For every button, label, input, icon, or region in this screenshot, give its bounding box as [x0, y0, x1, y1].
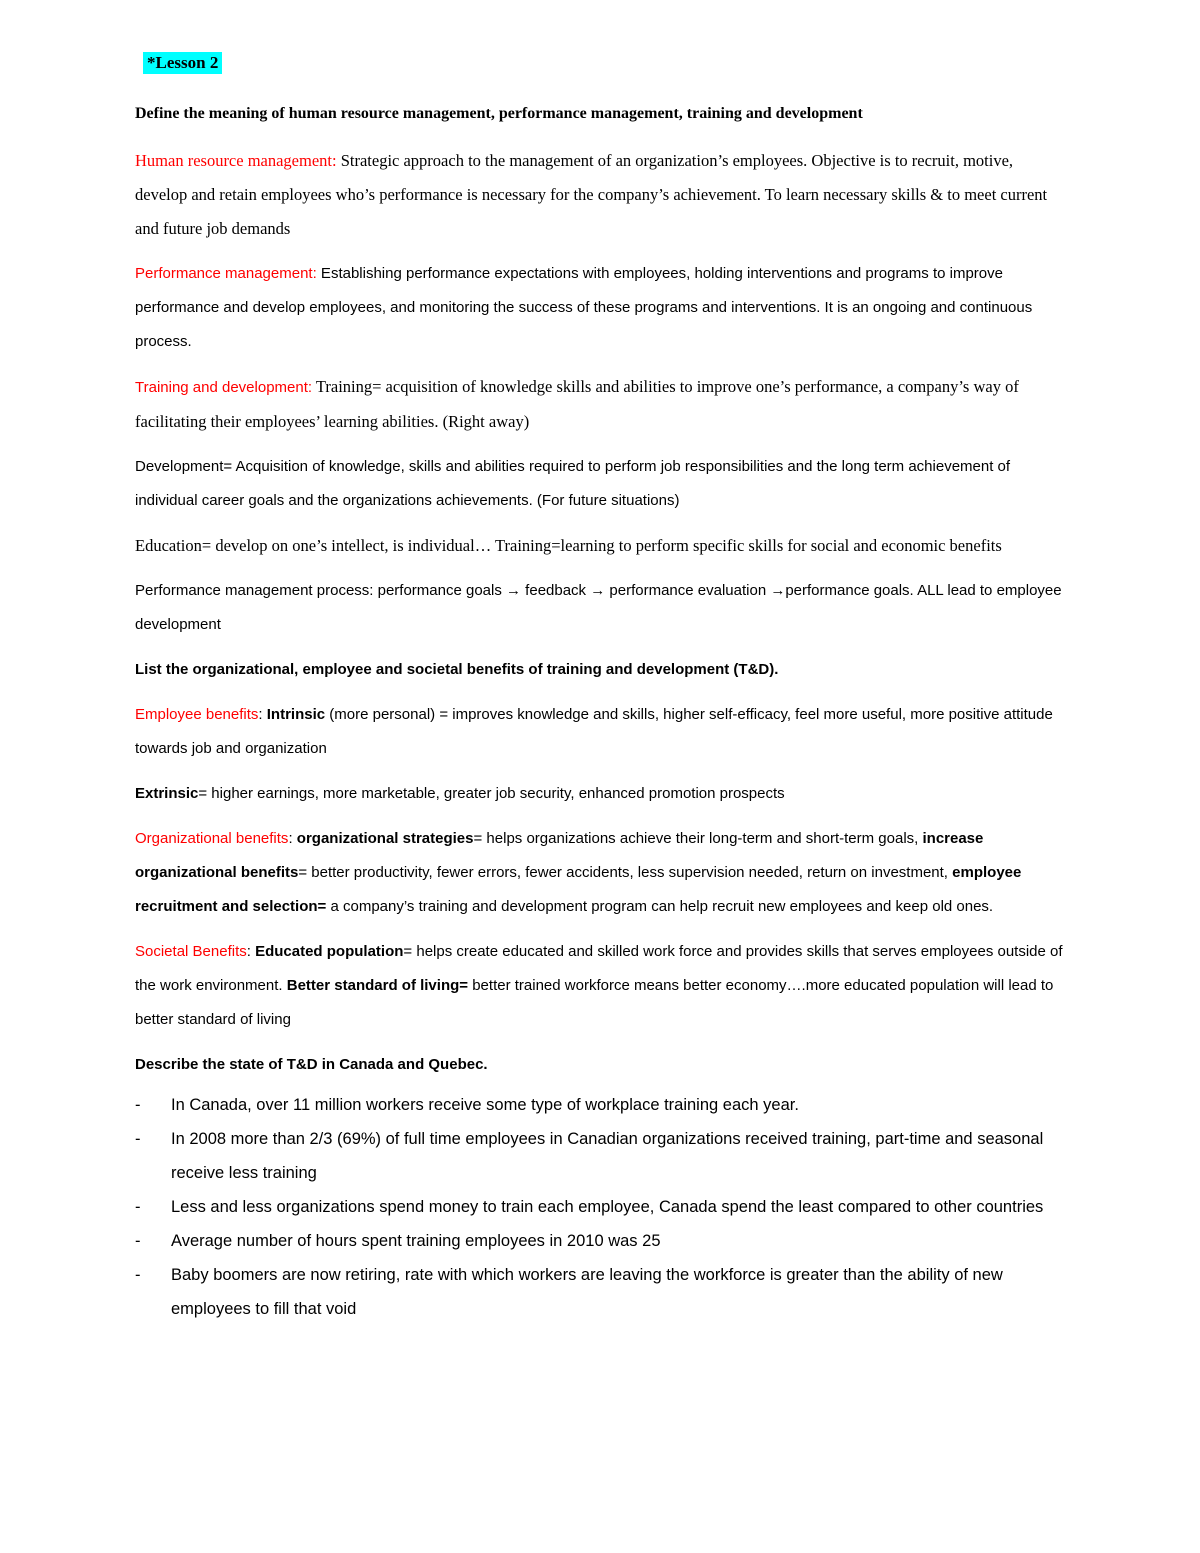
education-paragraph: Education= develop on one’s intellect, is individual… Training=learning to perform specific skills for social and economic benefits: [135, 536, 1002, 555]
question-2-heading: List the organizational, employee and societal benefits of training and development (T&D).: [135, 661, 779, 678]
lesson-header: [135, 52, 1065, 78]
list-item: - In Canada, over 11 million workers receive some type of workplace training each year.: [135, 1088, 1065, 1122]
recruitment-text: a company’s training and development program can help recruit new employees and keep old ones.: [326, 898, 994, 915]
pm-text: Establishing performance expectations with employees, holding interventions and programs to improve performance and develop employees, and monitoring the success of these programs and interventions. It is an ongoing and continuous process.: [135, 265, 1033, 350]
development-paragraph: Development= Acquisition of knowledge, skills and abilities required to perform job responsibilities and the long term achievement of individual career goals and the organizations achievements. (For future situations): [135, 458, 1011, 509]
educated-population-text: = helps create educated and skilled work force and provides skills that serves employees outside of the work environment.: [135, 943, 1063, 994]
pm-term: Performance management:: [135, 265, 317, 282]
question-1-heading: Define the meaning of human resource management, performance management, training and development: [135, 105, 863, 122]
extrinsic-paragraph: [135, 777, 1065, 811]
employee-benefits-paragraph: [135, 698, 1065, 766]
employee-benefits-colon: :: [258, 706, 267, 723]
td-paragraph: [135, 370, 1065, 439]
hrm-paragraph: [135, 144, 1065, 246]
recruitment-label: employee recruitment and selection=: [135, 864, 1022, 915]
list-item: - Baby boomers are now retiring, rate with which workers are leaving the workforce is greater than the ability of new employees to fill that void: [135, 1258, 1065, 1326]
hrm-text: Strategic approach to the management of an organization’s employees. Objective is to recruit, motive, develop and retain employees who’s performance is necessary for the company’s achievement. To learn necessary skills & to meet current and future job demands: [135, 151, 1048, 238]
increase-org-benefits-label: increase organizational benefits: [135, 830, 984, 881]
list-item: - Less and less organizations spend money to train each employee, Canada spend the least compared to other countries: [135, 1190, 1065, 1224]
org-benefits-paragraph: [135, 822, 1065, 924]
org-benefits-term: Organizational benefits: [135, 830, 289, 847]
org-strategies-label: organizational strategies: [296, 830, 474, 847]
org-strategies-text: = helps organizations achieve their long-term and short-term goals,: [473, 830, 923, 847]
org-benefits-colon: :: [288, 830, 297, 847]
list-item: - Average number of hours spent training employees in 2010 was 25: [135, 1224, 1065, 1258]
lesson-label: *Lesson 2: [143, 52, 222, 74]
intrinsic-label: Intrinsic: [266, 706, 326, 723]
question-3-heading: Describe the state of T&D in Canada and Quebec.: [135, 1056, 488, 1073]
increase-org-benefits-text: = better productivity, fewer errors, fewer accidents, less supervision needed, return on investment,: [298, 864, 953, 881]
canada-list: [135, 1088, 1065, 1326]
document-page: [135, 52, 1065, 1326]
td-term: Training and development:: [135, 379, 313, 396]
list-item: - In 2008 more than 2/3 (69%) of full time employees in Canadian organizations received training, part-time and seasonal receive less training: [135, 1122, 1065, 1190]
intrinsic-text: (more personal) = improves knowledge and skills, higher self-efficacy, feel more useful, more positive attitude towards job and organization: [135, 706, 1053, 757]
extrinsic-text: = higher earnings, more marketable, greater job security, enhanced promotion prospects: [198, 785, 785, 802]
societal-benefits-colon: :: [246, 943, 256, 960]
societal-benefits-paragraph: [135, 935, 1065, 1037]
pm-paragraph: [135, 257, 1065, 359]
extrinsic-label: Extrinsic: [135, 785, 199, 802]
societal-benefits-term: Societal Benefits: [135, 943, 247, 960]
employee-benefits-term: Employee benefits: [135, 706, 259, 723]
hrm-term: Human resource management:: [135, 151, 337, 170]
better-standard-label: Better standard of living=: [286, 977, 469, 994]
td-text: Training= acquisition of knowledge skills and abilities to improve one’s performance, a company’s way of facilitating their employees’ learning abilities. (Right away): [135, 377, 1019, 431]
educated-population-label: Educated population: [255, 943, 404, 960]
better-standard-text: better trained workforce means better economy….more educated population will lead to better standard of living: [135, 977, 1054, 1028]
pm-process-paragraph: Performance management process: performance goals → feedback → performance evaluation →performance goals. ALL lead to employee development: [135, 582, 1062, 633]
